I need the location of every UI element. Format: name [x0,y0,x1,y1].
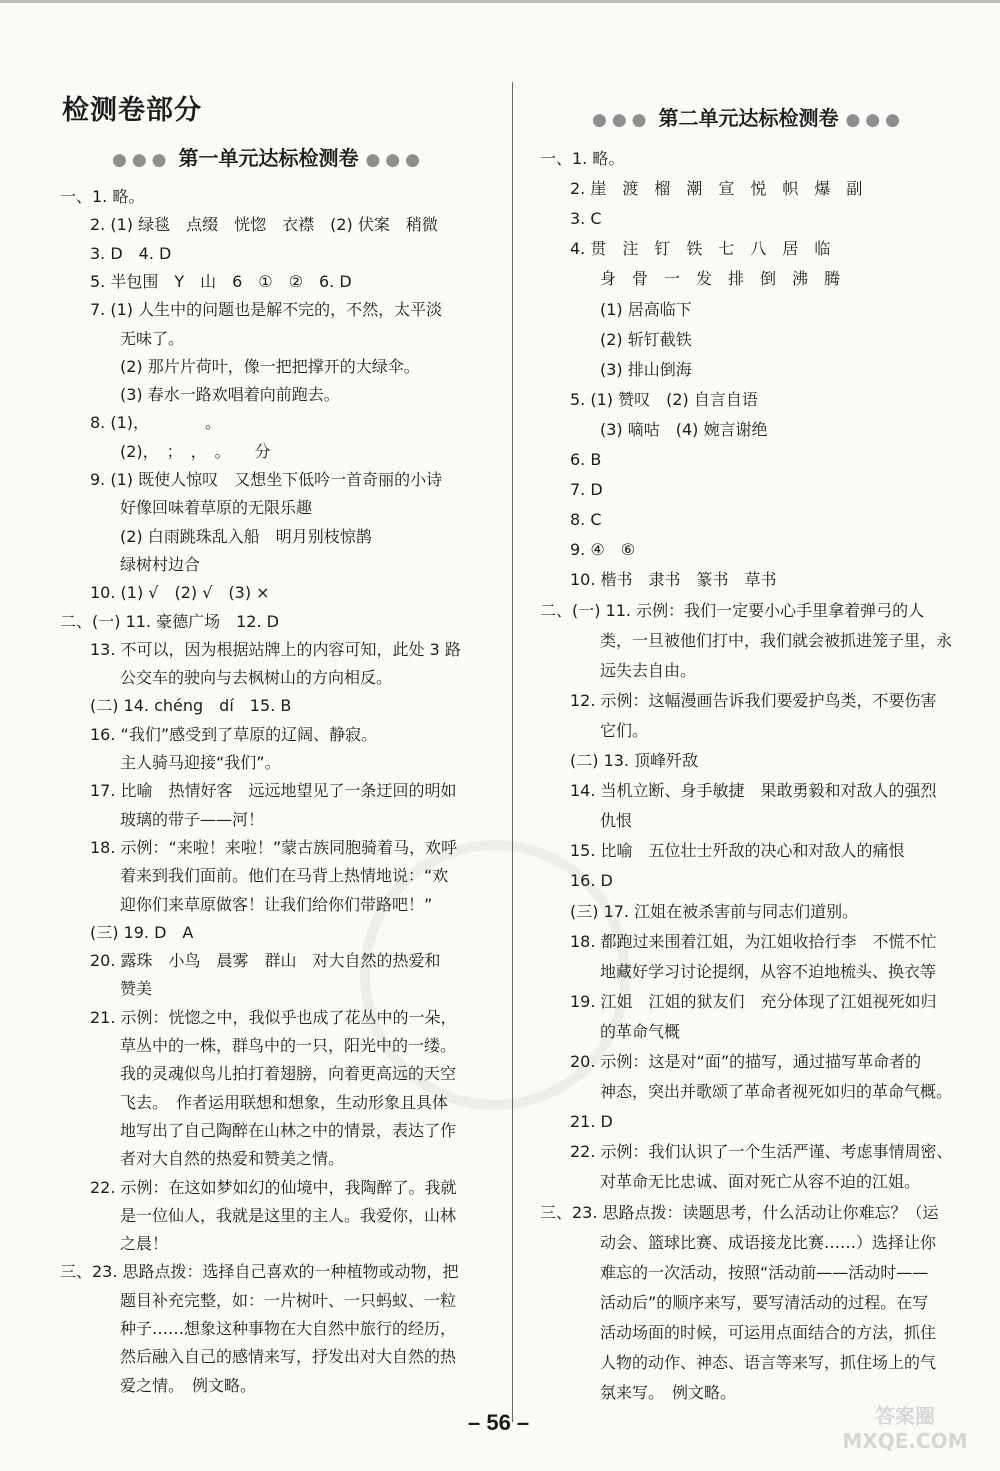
unit2-answer-line: 8. C [570,510,602,530]
unit1-answer-line: 绿树村边合 [120,554,201,574]
unit1-answer-line: 3. D 4. D [90,243,172,263]
unit2-answer-line: 身 骨 一 发 排 倒 沸 腾 [600,269,841,289]
unit2-answer-line: 18. 都跑过来围着江姐，为江姐收拾行李 不慌不忙 [570,931,937,951]
watermark-line1: 答案圈 [875,1404,935,1428]
unit2-answer-line: 对革命无比忠诚、面对死亡从容不迫的江姐。 [600,1172,921,1192]
unit2-answer-line: 它们。 [600,720,649,740]
unit1-answer-line: (3) 春水一路欢唱着向前跑去。 [120,385,340,405]
column-divider [512,82,513,1422]
unit1-answer-line: (2) 白雨跳珠乱入船 明月别枝惊鹊 [120,526,372,546]
unit1-answer-line: 然后融入自己的感情来写，抒发出对大自然的热 [120,1347,457,1367]
unit1-answer-line: 一、1. 略。 [60,187,145,206]
unit2-answer-line: (1) 居高临下 [600,299,692,319]
site-watermark [820,1400,990,1470]
unit1-answer-line: (2) 那片片荷叶，像一把把撑开的大绿伞。 [120,356,420,376]
unit1-answer-line: 草丛中的一株，群鸟中的一只，阳光中的一缕。 [120,1036,457,1055]
unit1-answer-line: 着来到我们面前。他们在马背上热情地说：“欢 [120,866,449,886]
unit2-answer-line: 15. 比喻 五位壮士歼敌的决心和对敌人的痛恨 [570,841,905,861]
unit2-answer-line: 16. D [570,871,613,891]
unit2-answer-line: (3) 排山倒海 [600,359,692,379]
unit1-answer-line: 5. 半包围 Y 山 6 ① ② 6. D [90,271,352,291]
unit1-answer-line: 是一位仙人，我就是这里的主人。我爱你，山林 [120,1205,457,1225]
unit1-answer-line: 20. 露珠 小鸟 晨雾 群山 对大自然的热爱和 [90,951,441,971]
unit2-answer-line: 的革命气概 [600,1021,681,1041]
unit1-answer-line: 我的灵魂似鸟儿拍打着翅膀，向着更高远的天空 [120,1064,457,1084]
unit1-answer-line: 无味了。 [120,328,185,348]
unit2-answer-line: 10. 楷书 隶书 篆书 草书 [570,570,777,590]
unit1-answer-line: 18. 示例：“来啦！来啦！”蒙古族同胞骑着马，欢呼 [90,837,458,857]
unit2-answer-line: 2. 崖 渡 榴 潮 宣 悦 帜 爆 副 [570,179,863,199]
decor-dots-icon: ●●● [592,110,652,130]
unit2-title-text: 第二单元达标检测卷 [658,106,839,130]
unit2-answer-line: (三) 17. 江姐在被杀害前与同志们道别。 [570,901,859,921]
unit1-answer-line: 好像回味着草原的无限乐趣 [120,498,313,518]
page-number: – 56 – [468,1410,530,1435]
unit2-answer-line: 7. D [570,480,603,500]
unit1-answer-line: 种子……想象这种事物在大自然中旅行的经历， [120,1319,457,1338]
unit2-answer-line: (2) 斩钉截铁 [600,329,692,349]
unit2-answer-line: 21. D [570,1112,613,1132]
unit2-answer-line: 二、(一) 11. 示例：我们一定要小心手里拿着弹弓的人 [540,600,925,620]
unit1-answer-line: 者对大自然的热爱和赞美之情。 [120,1149,345,1169]
unit1-answer-line: 地写出了自己陶醉在山林之中的情景，表达了作 [120,1120,457,1140]
unit1-answer-line: 13. 不可以，因为根据站牌上的内容可知，此处 3 路 [90,639,461,659]
decor-dots-icon: ●●● [112,150,172,170]
unit2-answer-line: 19. 江姐 江姐的狱友们 充分体现了江姐视死如归 [570,991,937,1011]
unit2-answer-line: 神态，突出并歌颂了革命者视死如归的革命气概。 [600,1082,953,1102]
unit2-title [592,102,905,131]
unit2-answer-line: 4. 贯 注 钉 铁 七 八 居 临 [570,239,831,259]
unit1-answer-line: 之晨！ [120,1234,169,1254]
unit2-answer-line: 22. 示例：我们认识了一个生活严谨、考虑事情周密、 [570,1142,953,1162]
unit1-answer-line: 8. (1)， 。 [90,413,222,433]
unit1-answer-line: 爱之情。 例文略。 [120,1375,257,1395]
unit1-answer-line: 2. (1) 绿毯 点缀 恍惚 衣襟 (2) 伏案 稍微 [90,215,438,235]
unit1-answer-line: 10. (1) √ (2) √ (3) × [90,583,270,603]
unit1-title-text: 第一单元达标检测卷 [178,146,359,170]
unit2-answer-line: 3. C [570,209,602,229]
section-title: 检测卷部分 [62,95,202,126]
unit1-answer-line: 9. (1) 既使人惊叹 又想坐下低吟一首奇丽的小诗 [90,470,443,489]
unit2-answer-line: 20. 示例：这是对“面”的描写，通过描写革命者的 [570,1052,922,1071]
unit1-answer-line: (三) 19. D A [90,922,194,942]
unit1-answer-line: 22. 示例：在这如梦如幻的仙境中，我陶醉了。我就 [90,1177,457,1197]
unit2-answer-line: 一、1. 略。 [540,149,625,168]
unit2-answer-line: 5. (1) 赞叹 (2) 自言自语 [570,389,758,409]
unit1-answer-line: 玻璃的带子——河！ [120,809,265,829]
unit2-answer-line: (3) 嘀咕 (4) 婉言谢绝 [600,419,768,439]
unit2-answer-line: 人物的动作、神态、语言等来写，抓住场上的气 [600,1353,937,1372]
decor-dots-icon: ●●● [365,150,425,170]
unit2-answer-line: 难忘的一次活动，按照“活动前——活动时—— [600,1262,929,1282]
unit2-answer-line: 活动后”的顺序来写，要写清活动的过程。在写 [600,1292,929,1312]
unit1-title [112,142,425,171]
unit2-answer-line: 9. ④ ⑥ [570,540,636,560]
unit1-answer-line: 题目补充完整，如：一片树叶、一只蚂蚁、一粒 [120,1290,457,1310]
unit1-answer-line: 16. “我们”感受到了草原的辽阔、静寂。 [90,724,378,744]
unit1-answer-line: 赞美 [120,979,153,999]
unit1-answer-line: 7. (1) 人生中的问题也是解不完的，不然，太平淡 [90,300,443,320]
unit1-answer-line: (二) 14. chéng dí 15. B [90,696,292,716]
unit1-answer-line: 二、(一) 11. 豪德广场 12. D [60,611,279,631]
unit1-answer-line: 飞去。 作者运用联想和想象，生动形象且具体 [120,1092,449,1112]
unit2-answer-line: 远失去自由。 [600,660,697,680]
unit2-answer-line: 氛来写。 例文略。 [600,1383,737,1403]
unit1-answer-line: 公交车的驶向与去枫树山的方向相反。 [120,668,393,688]
decor-dots-icon: ●●● [845,110,905,130]
unit2-answer-line: 地藏好学习讨论提纲，从容不迫地梳头、换衣等 [600,961,937,981]
unit1-answer-line: 17. 比喻 热情好客 远远地望见了一条迂回的明如 [90,781,457,801]
unit1-answer-line: 主人骑马迎接“我们”。 [120,753,281,772]
unit2-answer-line: 仇恨 [600,811,633,831]
unit2-answer-line: 三、23. 思路点拨：读题思考，什么活动让你难忘？（运 [540,1202,939,1222]
unit2-answer-line: 14. 当机立断、身手敏捷 果敢勇毅和对敌人的强烈 [570,781,937,801]
unit1-answer-line: 迎你们来草原做客！让我们给你们带路吧！” [120,894,433,914]
unit2-answer-line: (二) 13. 顶峰歼敌 [570,751,699,770]
watermark-line2: MXQE.COM [842,1429,968,1453]
unit1-answer-line: 三、23. 思路点拨：选择自己喜欢的一种植物或动物，把 [60,1262,459,1282]
unit2-answer-line: 活动场面的时候，可运用点面结合的方法，抓住 [600,1322,937,1342]
top-rule [0,0,1000,3]
unit2-answer-line: 6. B [570,450,602,469]
unit1-answer-line: 21. 示例：恍惚之中，我似乎也成了花丛中的一朵， [90,1007,457,1027]
unit2-answer-line: 12. 示例：这幅漫画告诉我们要爱护鸟类，不要伤害 [570,690,937,710]
unit2-answer-line: 类，一旦被他们打中，我们就会被抓进笼子里，永 [600,630,953,650]
unit1-answer-line: (2)， ； ， 。 分 [120,441,271,461]
unit2-answer-line: 动会、篮球比赛、成语接龙比赛……）选择让你 [600,1232,937,1252]
